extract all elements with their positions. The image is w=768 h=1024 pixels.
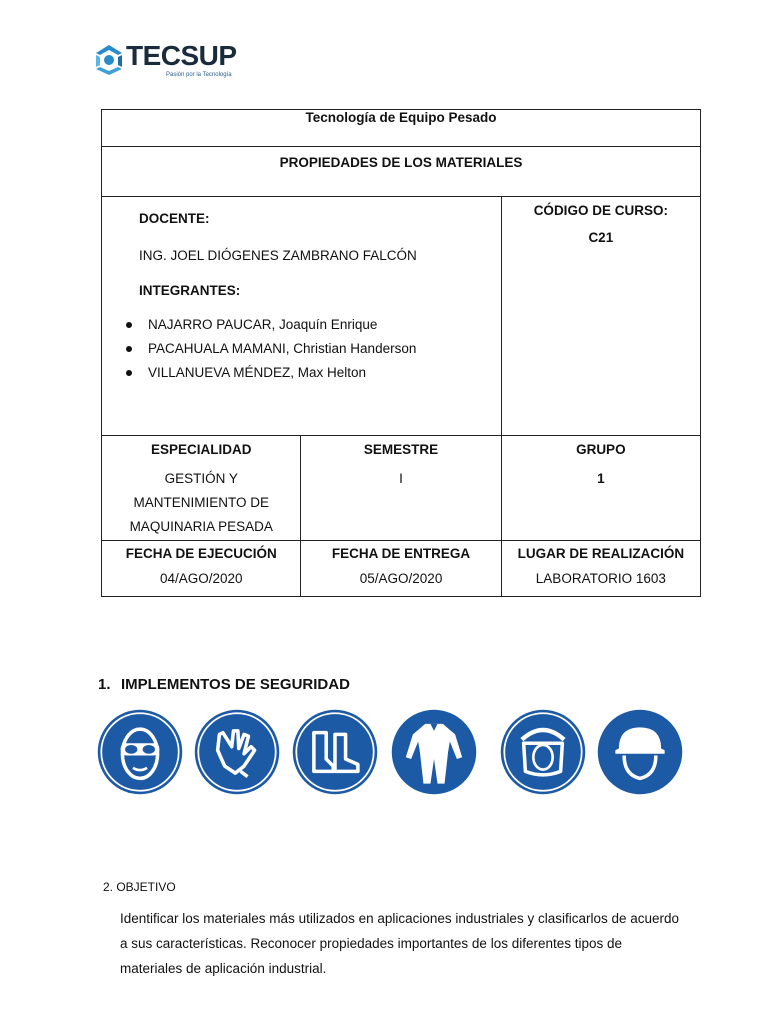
topic-title: PROPIEDADES DE LOS MATERIALES: [279, 155, 523, 170]
specialty-line: GESTIÓN Y: [164, 471, 238, 486]
group-label: GRUPO: [576, 442, 626, 457]
teacher-name: ING. JOEL DIÓGENES ZAMBRANO FALCÓN: [139, 248, 417, 263]
group-cell: [501, 436, 700, 541]
list-item: [148, 340, 501, 364]
course-code-cell: [501, 197, 700, 436]
execution-date-value: 04/AGO/2020: [159, 571, 243, 586]
tecsup-mark-icon: [92, 43, 126, 77]
delivery-date-cell: [301, 541, 501, 597]
bullet-icon: [126, 370, 132, 376]
coverall-icon: [390, 708, 478, 796]
members-list: [125, 316, 501, 388]
course-name: Tecnología de Equipo Pesado: [102, 110, 701, 147]
location-value: LABORATORIO 1603: [535, 571, 666, 586]
logo-tagline: Pasión por la Tecnología: [166, 72, 232, 78]
topic-cell: [102, 147, 701, 197]
member-name: PACAHUALA MAMANI, Christian Handerson: [148, 341, 417, 356]
member-name: VILLANUEVA MÉNDEZ, Max Helton: [148, 365, 367, 380]
course-code-label: CÓDIGO DE CURSO:: [533, 203, 668, 218]
semester-cell: [301, 436, 501, 541]
members-label: INTEGRANTES:: [139, 283, 241, 298]
delivery-date-value: 05/AGO/2020: [359, 571, 443, 586]
cover-info-table: [101, 109, 701, 597]
people-cell: [102, 197, 502, 436]
safety-goggles-icon: [96, 708, 184, 796]
section-heading: [98, 676, 350, 693]
hard-hat-icon: [596, 708, 684, 796]
face-shield-icon: [499, 708, 587, 796]
objective-heading: 2. OBJETIVO: [103, 880, 176, 894]
execution-date-label: FECHA DE EJECUCIÓN: [125, 546, 277, 561]
tecsup-logo: [92, 42, 242, 84]
course-code-value: C21: [588, 230, 614, 245]
specialty-label: ESPECIALIDAD: [150, 442, 252, 457]
delivery-date-label: FECHA DE ENTREGA: [331, 546, 471, 561]
section-number: 1.: [98, 676, 111, 693]
list-item: [148, 364, 501, 388]
bullet-icon: [126, 322, 132, 328]
member-name: NAJARRO PAUCAR, Joaquín Enrique: [148, 317, 378, 332]
semester-value: I: [399, 471, 403, 486]
objective-text: Identificar los materiales más utilizados en aplicaciones industriales y clasificarlos de acuerdo a sus características. Reconocer propiedades importantes de los diferentes tipos de materiales de aplicación industrial.: [120, 911, 680, 976]
logo-wordmark: TECSUP: [126, 40, 237, 71]
list-item: [148, 316, 501, 340]
teacher-label: DOCENTE:: [139, 211, 210, 226]
specialty-cell: [102, 436, 301, 541]
location-label: LUGAR DE REALIZACIÓN: [517, 546, 685, 561]
safety-gloves-icon: [193, 708, 281, 796]
execution-date-cell: [102, 541, 301, 597]
specialty-line: MAQUINARIA PESADA: [129, 519, 273, 534]
specialty-line: MANTENIMIENTO DE: [133, 495, 269, 510]
location-cell: [501, 541, 700, 597]
semester-label: SEMESTRE: [363, 442, 439, 457]
safety-icons-row: [96, 708, 696, 800]
group-value: 1: [597, 471, 605, 486]
bullet-icon: [126, 346, 132, 352]
section-title: IMPLEMENTOS DE SEGURIDAD: [121, 676, 350, 693]
safety-boots-icon: [291, 708, 379, 796]
